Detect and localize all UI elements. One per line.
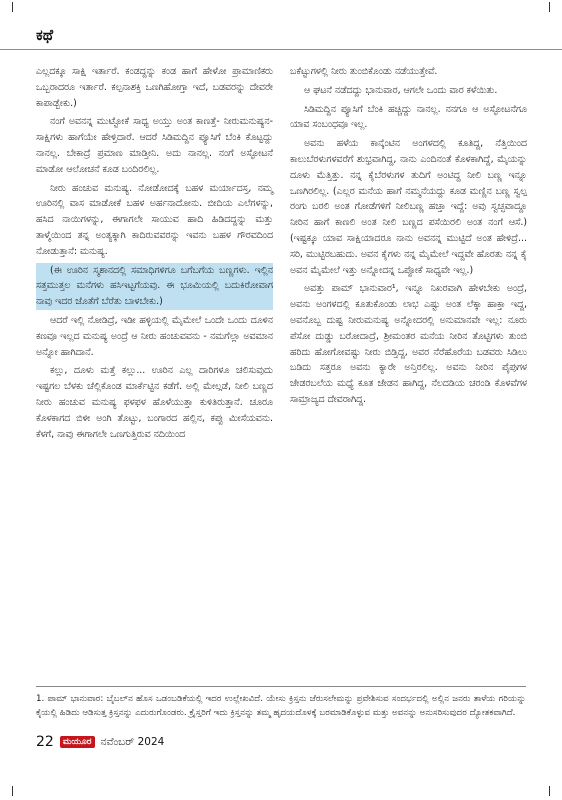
footnote-divider <box>36 686 526 687</box>
paragraph: ನಂಗೆ ಅವನನ್ನ ಮುಟ್ಟೋಕೆ ಸಾಧ್ಯ ಅಯ್ತು ಅಂತ ಕಾಣತ್ತೆ- ನೀರುಮನುಷ್ಯನ- ಸಾಕ್ಷಿಗಳು ಹಾಗೆಯೇ ಹೇಳ್ತಿದಾರೆ. ಆದರೆ ಸಿಡಿಮದ್ದಿನ ಪ್ಯೂಸಿಗೆ ಬೆಂಕಿ ಕೊಟ್ಟದ್ದು ನಾನಲ್ಲ. ಬೇಕಾದ್ರೆ ಪ್ರಮಾಣ ಮಾಡ್ತೀನಿ. ಅದು ನಾನಲ್ಲ. ನಂಗೆ ಅಸ್ಫೋಟನೆ ಮಾಡೋ ಆಲೋಚನೆ ಕೂಡ ಬಂದಿರಲಿಲ್ಲ. <box>36 116 273 175</box>
paragraph: ಆದರೆ ಇಲ್ಲಿ ನೋಡಿದ್ರೆ, ಇಡೀ ಹಳ್ಳಿಯಲ್ಲಿ ಮೈಮೇಲೆ ಒಂದೇ ಒಂದು ದೂಳಿನ ಕಣವೂ ಇಲ್ಲದ ಮನುಷ್ಯ ಅಂದ್ರೆ ಆ ನೀರು ಹಂಚುವವನು - ನಮಗೆಲ್ಲಾ ಅವಮಾನ ಅನ್ನೋ ಹಾಗಿದಾನೆ. <box>36 314 273 358</box>
magazine-logo: ಮಯೂರ <box>60 736 95 748</box>
paragraph: ನೀರು ಹಂಚುವ ಮನುಷ್ಯ. ನೋಡೋದಕ್ಕೆ ಬಹಳ ಮರ್ಯಾದಸ್ತ, ನಮ್ಮ ಊರಿನಲ್ಲಿ ವಾಸ ಮಾಡೋಕೆ ಬಹಳ ಅರ್ಹನಾದೋನು. ಬೀದಿಯ ಎಲೆಗಳನ್ನು, ಹಸಿದ ನಾಯಿಗಳನ್ನು, ಈಗಾಗಲೇ ಸಾಯುವ ಹಾದಿ ಹಿಡಿದದ್ದನ್ನು ಮತ್ತು ತಾಳ್ಮೆಯಿಂದ ತನ್ನ ಅಂತ್ಯಕ್ಕಾಗಿ ಕಾದಿರುವವರನ್ನು ಇವನು ಬಹಳ ಗೌರವದಿಂದ ನೋಡುತ್ತಾನೆ: ಮನುಷ್ಯ. <box>36 182 273 257</box>
paragraph: ಅವನು ಹಳೆಯ ಕಾನ್ಕೆಂಟಿನ ಅಂಗಳದಲ್ಲಿ ಕೂತಿದ್ದ, ನೆತ್ತಿಯಿಂದ ಕಾಲುಬೆರಳುಗಳವರೆಗೆ ಶುಭ್ರವಾಗಿದ್ದ, ನಾನು ಎಂದಿನಂತೆ ಕೊಳಕಾಗಿದ್ದೆ, ಮೈಯನ್ನು ದೂಳು ಮೆತ್ತಿತ್ತು. ನನ್ನ ಕೈಬೆರಳುಗಳ ತುದಿಗೆ ಅಂಟಿದ್ದ ನೀಲಿ ಬಣ್ಣ ಇನ್ನೂ ಒಣಗಿರಲಿಲ್ಲ. (ಎಲ್ಲರ ಮನೆಯ ಹಾಗೆ ನಮ್ಮನೆಯದ್ದು ಕೂಡ ಮಣ್ಣಿನ ಬಣ್ಣ ಸ್ವಲ್ಪ ರಂಗು ಬರಲಿ ಅಂತ ಗೋಡೆಗಳಿಗೆ ನೀಲಿಬಣ್ಣ ಹಚ್ತಾ ಇದ್ದೆ: ಅವು ಸ್ವಚ್ಛವಾದ್ದೂ ನೀರಿನ ಹಾಗೆ ಕಾಣಲಿ ಅಂತ ನೀಲಿ ಬಣ್ಣದ ಪಸೆಯಿರಲಿ ಅಂತ ನಂಗೆ ಆಸೆ.) (ಇಷ್ಟಕ್ಕೂ ಯಾವ ಸಾಕ್ಷಿಯಾದರೂ ನಾನು ಅವನನ್ನ ಮುಟ್ಟಿದೆ ಅಂತ ಹೇಳಿದ್ರೆ... ಸರಿ, ಮುಟ್ಟಿರಬಹುದು. ಅವನ ಕೈಗಳು ನನ್ನ ಮೈಮೇಲೆ ಇದ್ದವೇ ಹೊರತು ನನ್ನ ಕೈ ಅವನ ಮೈಮೇಲೆ ಇತ್ತು ಅನ್ನೋದನ್ನ ಒಪ್ಪೋಕೆ ಸಾಧ್ಯವೇ ಇಲ್ಲ.) <box>290 138 527 276</box>
crop-mark <box>12 2 13 12</box>
header-rule <box>0 49 562 50</box>
paragraph: ಕಲ್ಲು, ದೂಳು ಮತ್ತೆ ಕಲ್ಲು... ಊರಿನ ಎಲ್ಲ ದಾರಿಗಳೂ ಚಲಿಸುವುದು ಇಷ್ಟಗಲ ಬೆಳಕು ಚೆಲ್ಲಿಕೊಂಡ ಮಾರ್ಕೆಟ್ಟಿನ ಕಡೆಗೆ. ಅಲ್ಲಿ ಮೇಲ್ಗಡೆ, ನೀಲಿ ಬಣ್ಣದ ನೀರು ಹಂಚುವ ಮನುಷ್ಯ ಫಳಫಳ ಹೊಳೆಯುತ್ತಾ ಕುಳಿತಿರುತ್ತಾನೆ. ಚೂರೂ ಕೊಳಕಾಗದ ಬಿಳೀ ಅಂಗಿ ತೊಟ್ಟು, ಬಂಗಾರದ ಹಲ್ಲಿನ, ಕಪ್ಪು ಮೀಸೆಯವನು. ಕೆಳಗೆ, ನಾವು ಈಗಾಗಲೇ ಒಣಗುತ್ತಿರುವ ನದಿಯಿಂದ <box>36 365 273 440</box>
left-column <box>36 64 273 445</box>
page-footer <box>36 734 164 750</box>
paragraph: ಸಿಡಿಮದ್ದಿನ ಪ್ಯೂಸಿಗೆ ಬೆಂಕಿ ಹಚ್ಚಿದ್ದು ನಾನಲ್ಲ. ನನಗೂ ಆ ಅಸ್ಫೋಟನೆಗೂ ಯಾವ ಸಂಬಂಧವೂ ಇಲ್ಲ. <box>290 103 527 131</box>
paragraph: ಆ ಘಟನೆ ನಡೆದದ್ದು ಭಾನುವಾರ, ಆಗಲೇ ಒಂದು ವಾರ ಕಳೆಯಿತು. <box>304 84 498 96</box>
footnote: 1. ಪಾಮ್ ಭಾನುವಾರ: ಬೈಬಲ್‌ನ ಹೊಸ ಒಡಂಬಡಿಕೆಯಲ್ಲಿ ಇದರ ಉಲ್ಲೇಖವಿದೆ. ಯೇಸು ಕ್ರಿಸ್ತನು ಜೆರುಸಲೇಮನ್ನು ಪ್ರವೇಶಿಸುವ ಸಂದರ್ಭದಲ್ಲಿ ಅಲ್ಲಿನ ಜನರು ತಾಳೆಯ ಗರಿಯನ್ನು ಕೈಯಲ್ಲಿ ಹಿಡಿದು ಆಡಿಸುತ್ತ ಕ್ರಿಸ್ತನನ್ನು ಎದುರುಗೊಂಡರು. ಕ್ರೈಸ್ತರಿಗೆ ಇದು ಕ್ರಿಸ್ತನನ್ನು ತಮ್ಮ ಹೃದಯದೊಳಕ್ಕೆ ಬರಮಾಡಿಕೊಳ್ಳುವ ಮತ್ತು ಅವನನ್ನು ಅನುಸರಿಸುವುದರ ದ್ಯೋತಕವಾಗಿದೆ. <box>36 694 526 719</box>
page-number: 22 <box>36 734 54 750</box>
paragraph: ಬಕೆಟ್ಟುಗಳಲ್ಲಿ ನೀರು ತುಂಬಿಕೊಂಡು ನಡೆಯುತ್ತೇವೆ. <box>290 66 438 77</box>
crop-mark <box>549 786 550 796</box>
crop-mark <box>549 2 550 12</box>
issue-date: ನವೆಂಬರ್ 2024 <box>100 735 165 748</box>
right-column <box>290 64 527 411</box>
paragraph: ಅವತ್ತು ಪಾಮ್ ಭಾನುವಾರ¹, ಇನ್ನೂ ನಿಖರವಾಗಿ ಹೇಳಬೇಕು ಅಂದ್ರೆ, ಅವನು ಅಂಗಳದಲ್ಲಿ ಕೂತುಕೊಂಡು ಲಾಭ ಎಷ್ಟು ಅಂತ ಲೆಕ್ಕಾ ಹಾಕ್ತಾ ಇದ್ದ, ಅವನೊಬ್ಬ ದುಷ್ಟ ನೀರುಮನುಷ್ಯ ಅನ್ನೋದರಲ್ಲಿ ಅನುಮಾನವೇ ಇಲ್ಲ: ನೂರು ಪೆಸೋ ದುಡ್ಡು ಬರೋದಾದ್ರೆ, ಶ್ರೀಮಂತರ ಮನೆಯ ನೀರಿನ ತೊಟ್ಟಿಗಳು ತುಂಬಿ ಹರಿದು ಹೋಗೋವಷ್ಟು ನೀರು ಬಿಡ್ತಿದ್ದ, ಅವರ ನೆರೆಹೊರೆಯ ಬಡವರು ಸಿಡಿಲು ಬಡಿದು ಸತ್ತರೂ ಅವನು ಕ್ಯಾರೇ ಅನ್ತಿರಲಿಲ್ಲ. ಅವನು ನೀರಿನ ಪೈಪುಗಳ ಜೇಡರಬಲೆಯ ಮಧ್ಯೆ ಕೂತ ಜೇಡನ ಹಾಗಿದ್ದ, ನೆಲದಡಿಯ ಚರಂಡಿ ಕೊಳವೆಗಳ ಸಾಮ್ರಾಜ್ಯದ ದೇವರಾಗಿದ್ದ. <box>290 283 527 405</box>
section-title: ಕಥೆ <box>36 26 54 44</box>
paragraph-highlighted: (ಈ ಊರಿನ ಸ್ಮಶಾನದಲ್ಲಿ ಸಮಾಧಿಗಳಿಗೂ ಬಗೆಬಗೆಯ ಬಣ್ಣಗಳು. ಇಲ್ಲಿನ ಸತ್ತಮುತ್ತಲ ಮನೆಗಳು ಹಸಿಇಟ್ಟಗೆಯವು. ಈ ಭೂಮಿಯಲ್ಲಿ ಬದುಕಿರೋವಾಗ ನಾವು ಇದರ ಜೊತೆಗೆ ಬೆರೆತು ಬಾಳಬೇಕು.) <box>36 263 273 310</box>
crop-mark <box>12 786 13 796</box>
paragraph: ಎಲ್ಲದಕ್ಕೂ ಸಾಕ್ಷಿ ಇರ್ತಾರೆ. ಕಂಡದ್ದನ್ನು ಕಂಡ ಹಾಗೆ ಹೇಳೋ ಪ್ರಾಮಾಣಿಕರು ಒಬ್ಬರಾದರೂ ಇರ್ತಾರೆ. ಕಲ್ಪನಾಶಕ್ತಿ ಒಣಗಿಹೋಗ್ತಾ ಇದೆ, ಬಡವರನ್ನು ದೇವರೇ ಕಾಪಾಡ್ಬೇಕು.) <box>36 66 273 109</box>
